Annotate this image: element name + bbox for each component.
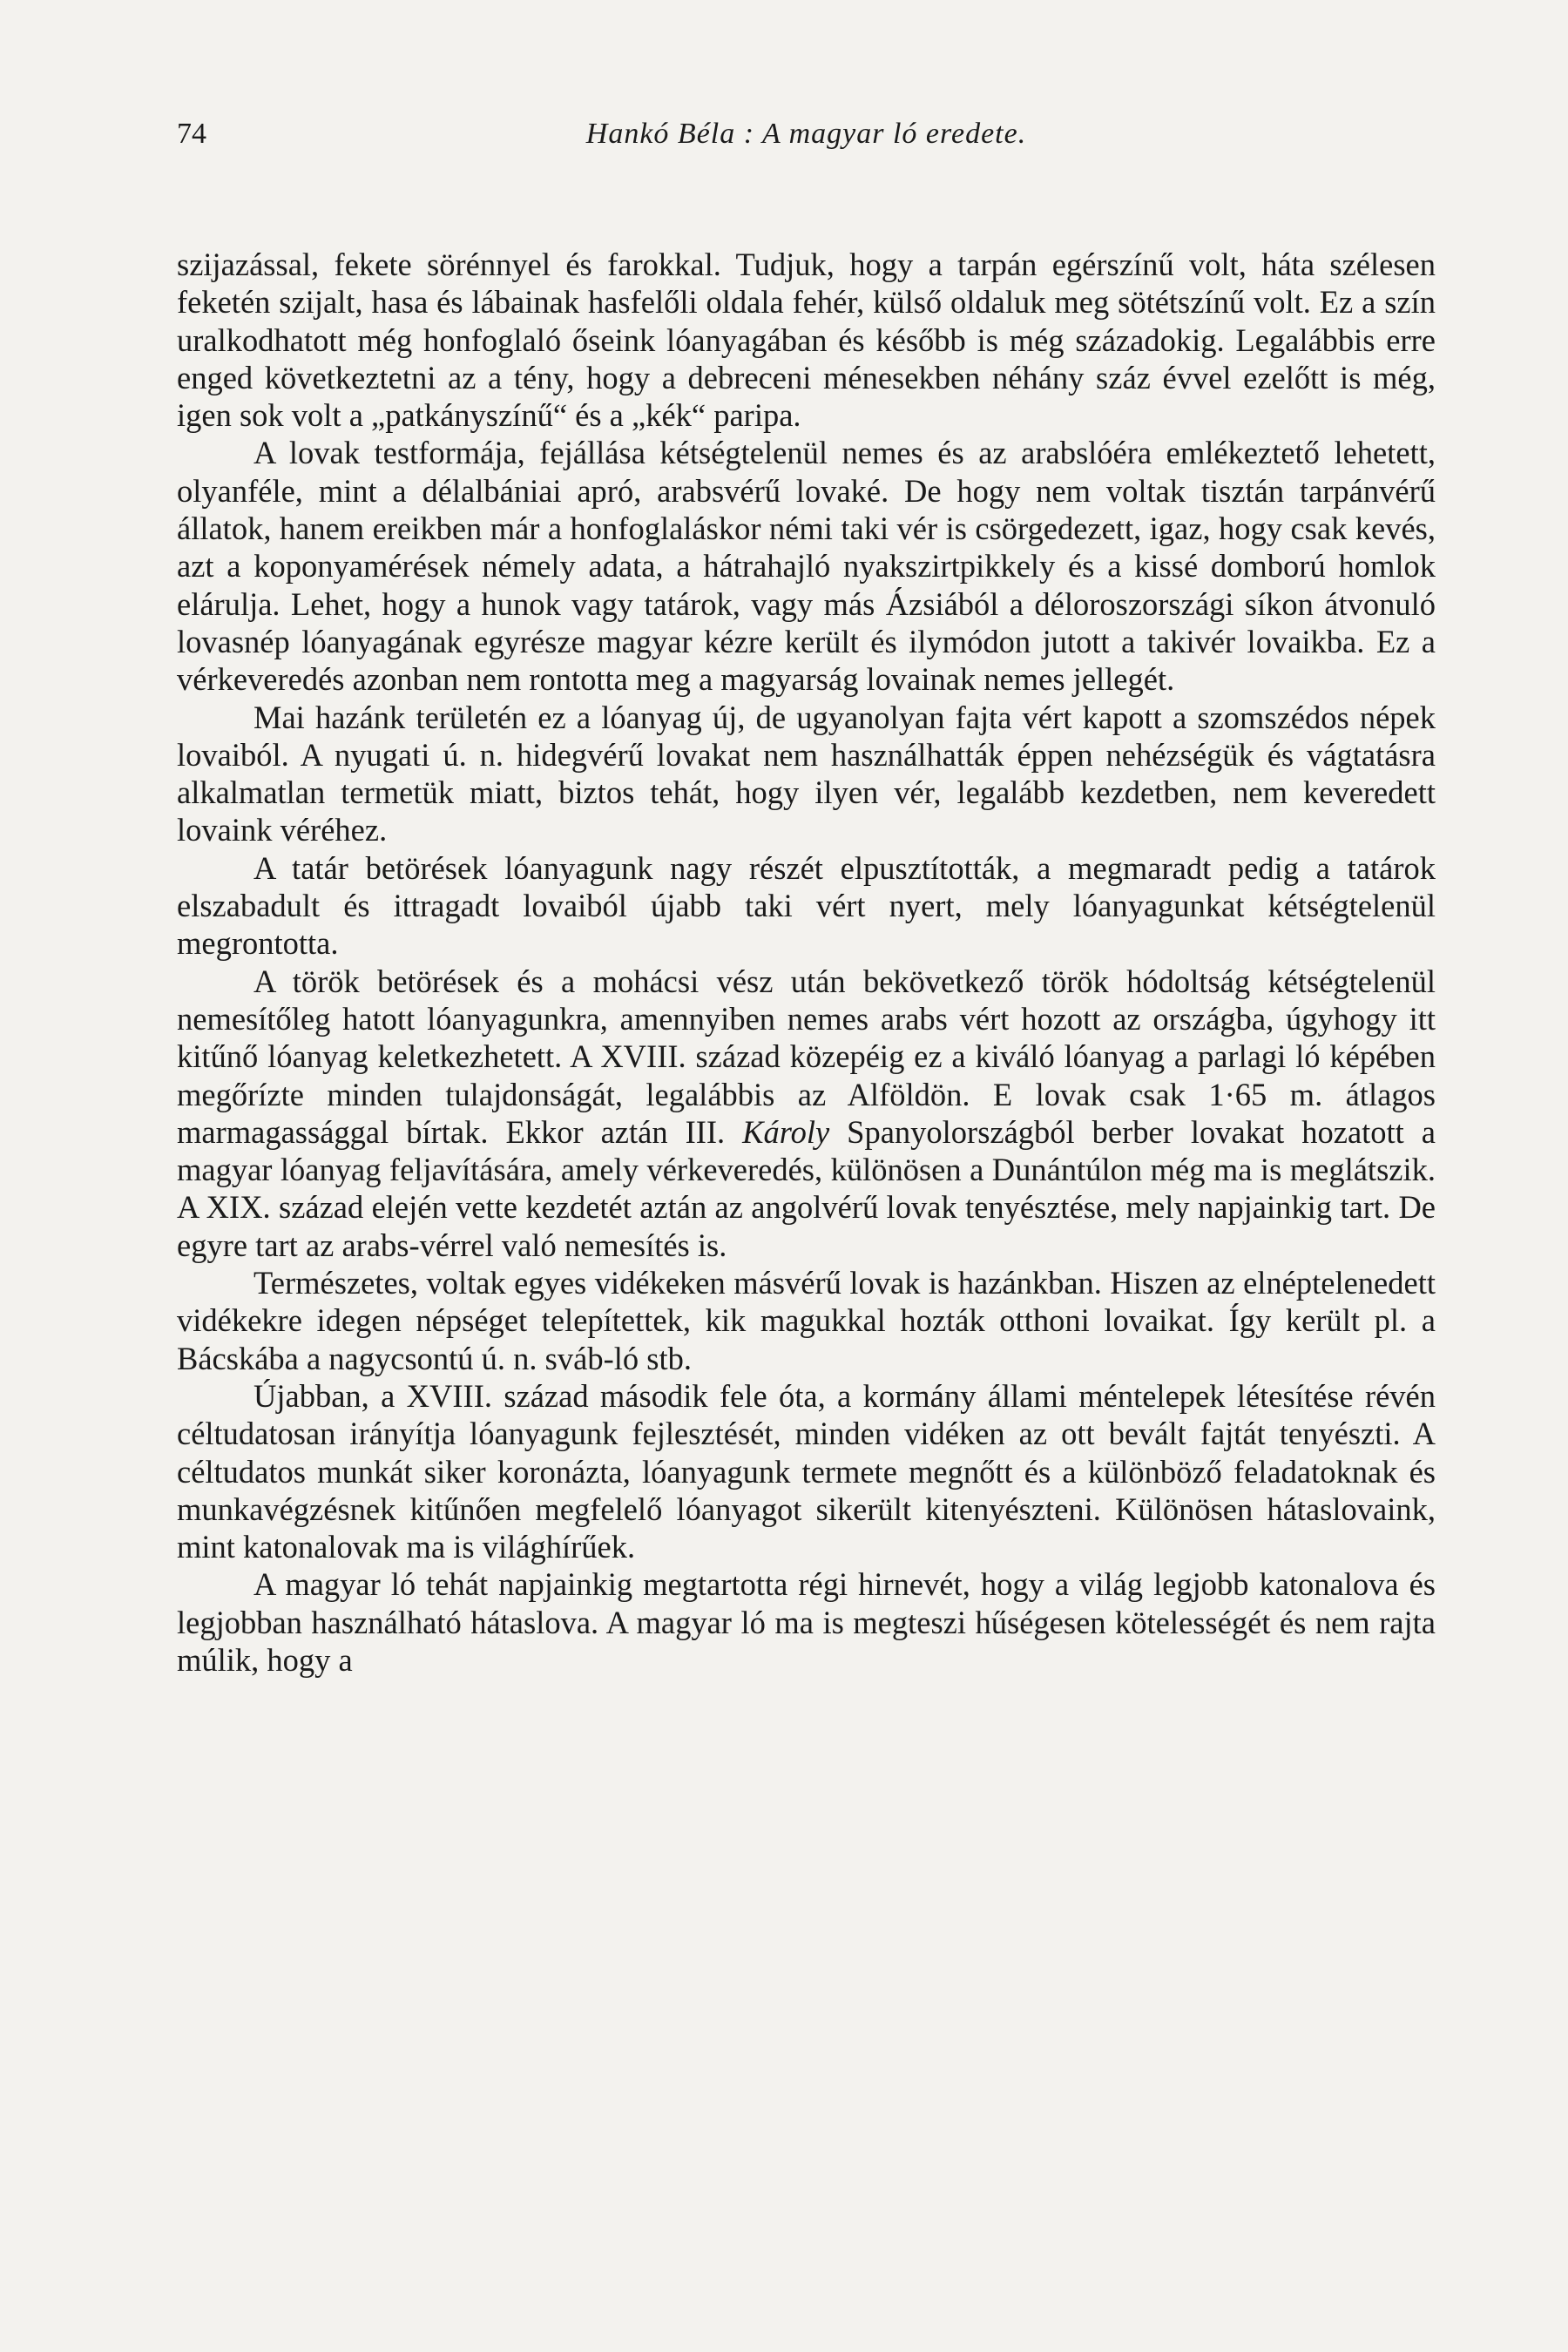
paragraph-1: szijazással, fekete sörénnyel és farokkal. Tudjuk, hogy a tarpán egérszínű volt, háta szélesen feketén szijalt, hasa és lábainak hasfelőli oldala fehér, külső oldaluk meg sötétszínű volt. Ez a szín uralkodhatott még honfoglaló őseink lóanyagában és később is még századokig. Legalábbis erre enged következtetni az a tény, hogy a debreceni ménesekben néhány száz évvel ezelőtt is még, igen sok volt a „patkányszínű“ és a „kék“ paripa. — [177, 247, 1436, 434]
paragraph-4: A tatár betörések lóanyagunk nagy részét elpusztították, a megmaradt pedig a tatárok elszabadult és ittragadt lovaiból újabb taki vért nyert, mely lóanyagunkat kétségtelenül megrontotta. — [177, 849, 1436, 962]
page-header — [177, 118, 1436, 161]
running-title: Hankó Béla : A magyar ló eredete. — [585, 118, 1027, 150]
paragraph-5 — [177, 963, 1436, 1264]
paragraph-3: Mai hazánk területén ez a lóanyag új, de ugyanolyan fajta vért kapott a szomszédos népek lovaiból. A nyugati ú. n. hidegvérű lovakat nem használhatták éppen nehézségük és vágtatásra alkalmatlan termetük miatt, biztos tehát, hogy ilyen vér, legalább kezdetben, nem keveredett lovaink véréhez. — [177, 699, 1436, 848]
paragraph-6: Természetes, voltak egyes vidékeken másvérű lovak is hazánkban. Hiszen az elnéptelenedett vidékekre idegen népséget telepítettek, kik magukkal hozták otthoni lovaikat. Így került pl. a Bácskába a nagycsontú ú. n. sváb-ló stb. — [177, 1265, 1436, 1376]
paragraph-8: A magyar ló tehát napjainkig megtartotta régi hirnevét, hogy a világ legjobb katonalova és legjobban használható hátaslova. A magyar ló ma is megteszi hűségesen kötelességét és nem rajta múlik, hogy a — [177, 1566, 1436, 1678]
paragraph-2: A lovak testformája, fejállása kétségtelenül nemes és az arabslóéra emlékeztető lehetett, olyanféle, mint a délalbániai apró, arabsvérű lovaké. De hogy nem voltak tisztán tarpánvérű állatok, hanem ereikben már a honfoglaláskor némi taki vér is csörgedezett, igaz, hogy csak kevés, azt a koponyamérések némely adata, a hátrahajló nyakszirtpikkely és a kissé domború homlok elárulja. Lehet, hogy a hunok vagy tatárok, vagy más Ázsiából a déloroszországi síkon átvonuló lovasnép lóanyagának egyrésze magyar kézre került és ilymódon jutott a takivér lovaikba. Ez a vérkeveredés azonban nem rontotta meg a magyarság lovainak nemes jellegét. — [177, 435, 1436, 698]
paragraph-7: Újabban, a XVIII. század második fele óta, a kormány állami méntelepek létesítése révén céltudatosan irányítja lóanyagunk fejlesztését, minden vidéken az ott bevált fajtát tenyészti. A céltudatos munkát siker koronázta, lóanyagunk termete megnőtt és a különböző feladatoknak és munkavégzésnek kitűnően megfelelő lóanyagot sikerült kitenyészteni. Különösen hátaslovaink, mint katonalovak ma is világhírűek. — [177, 1377, 1436, 1565]
body-text — [177, 246, 1436, 1679]
paragraph-5-part-2: Spanyolországból berber lovakat hozatott a magyar lóanyag feljavítására, amely vérkeveredés, különösen a Dunántúlon még ma is meglátszik. A XIX. század elején vette kezdetét aztán az angolvérű lovak tenyésztése, mely napjainkig tart. De egyre tart az arabs-vérrel való nemesítés is. — [177, 1113, 1436, 1263]
emphasized-name: Károly — [742, 1113, 830, 1150]
page-number: 74 — [177, 118, 206, 150]
paragraph-5-part-1: A török betörések és a mohácsi vész után bekövetkező török hódoltság kétségtelenül nemesítőleg hatott lóanyagunkra, amennyiben nemes arabs vért hozott az országba, úgyhogy itt kitűnő lóanyag keletkezhetett. A XVIII. század közepéig ez a kiváló lóanyag a parlagi ló képében megőrízte minden tulajdonságát, legalábbis az Alföldön. E lovak csak 1·65 m. átlagos marmagassággal bírtak. Ekkor aztán III. — [177, 963, 1436, 1150]
